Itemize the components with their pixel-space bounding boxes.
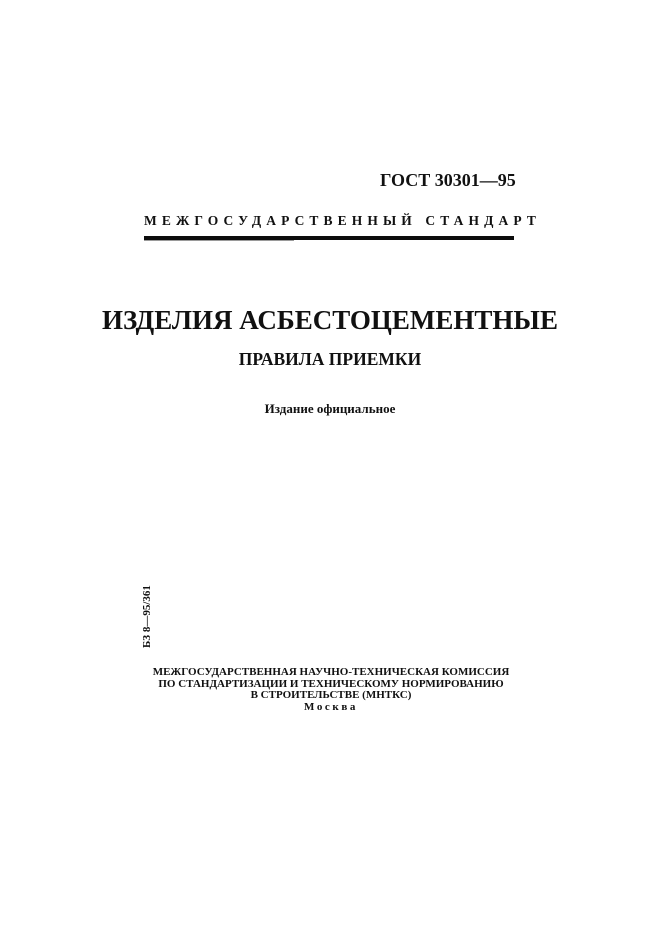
document-title: ИЗДЕЛИЯ АСБЕСТОЦЕМЕНТНЫЕ bbox=[102, 305, 558, 335]
publisher-block bbox=[150, 667, 512, 713]
side-catalog-code: БЗ 8—95/361 bbox=[141, 585, 153, 648]
publisher-city: Москва bbox=[304, 700, 358, 713]
standard-type-heading: МЕЖГОСУДАРСТВЕННЫЙ СТАНДАРТ bbox=[144, 213, 541, 228]
publisher-line-3: В СТРОИТЕЛЬСТВЕ (МНТКС) bbox=[250, 689, 412, 701]
publisher-line-1: МЕЖГОСУДАРСТВЕННАЯ НАУЧНО-ТЕХНИЧЕСКАЯ КОМИССИЯ bbox=[152, 666, 510, 678]
header-rule-shadow bbox=[144, 240, 294, 241]
standard-code: ГОСТ 30301—95 bbox=[380, 170, 516, 190]
publisher-line-2: ПО СТАНДАРТИЗАЦИИ И ТЕХНИЧЕСКОМУ НОРМИРОВАНИЮ bbox=[158, 677, 504, 690]
edition-note: Издание официальное bbox=[264, 401, 396, 416]
document-subtitle: ПРАВИЛА ПРИЕМКИ bbox=[238, 349, 422, 369]
